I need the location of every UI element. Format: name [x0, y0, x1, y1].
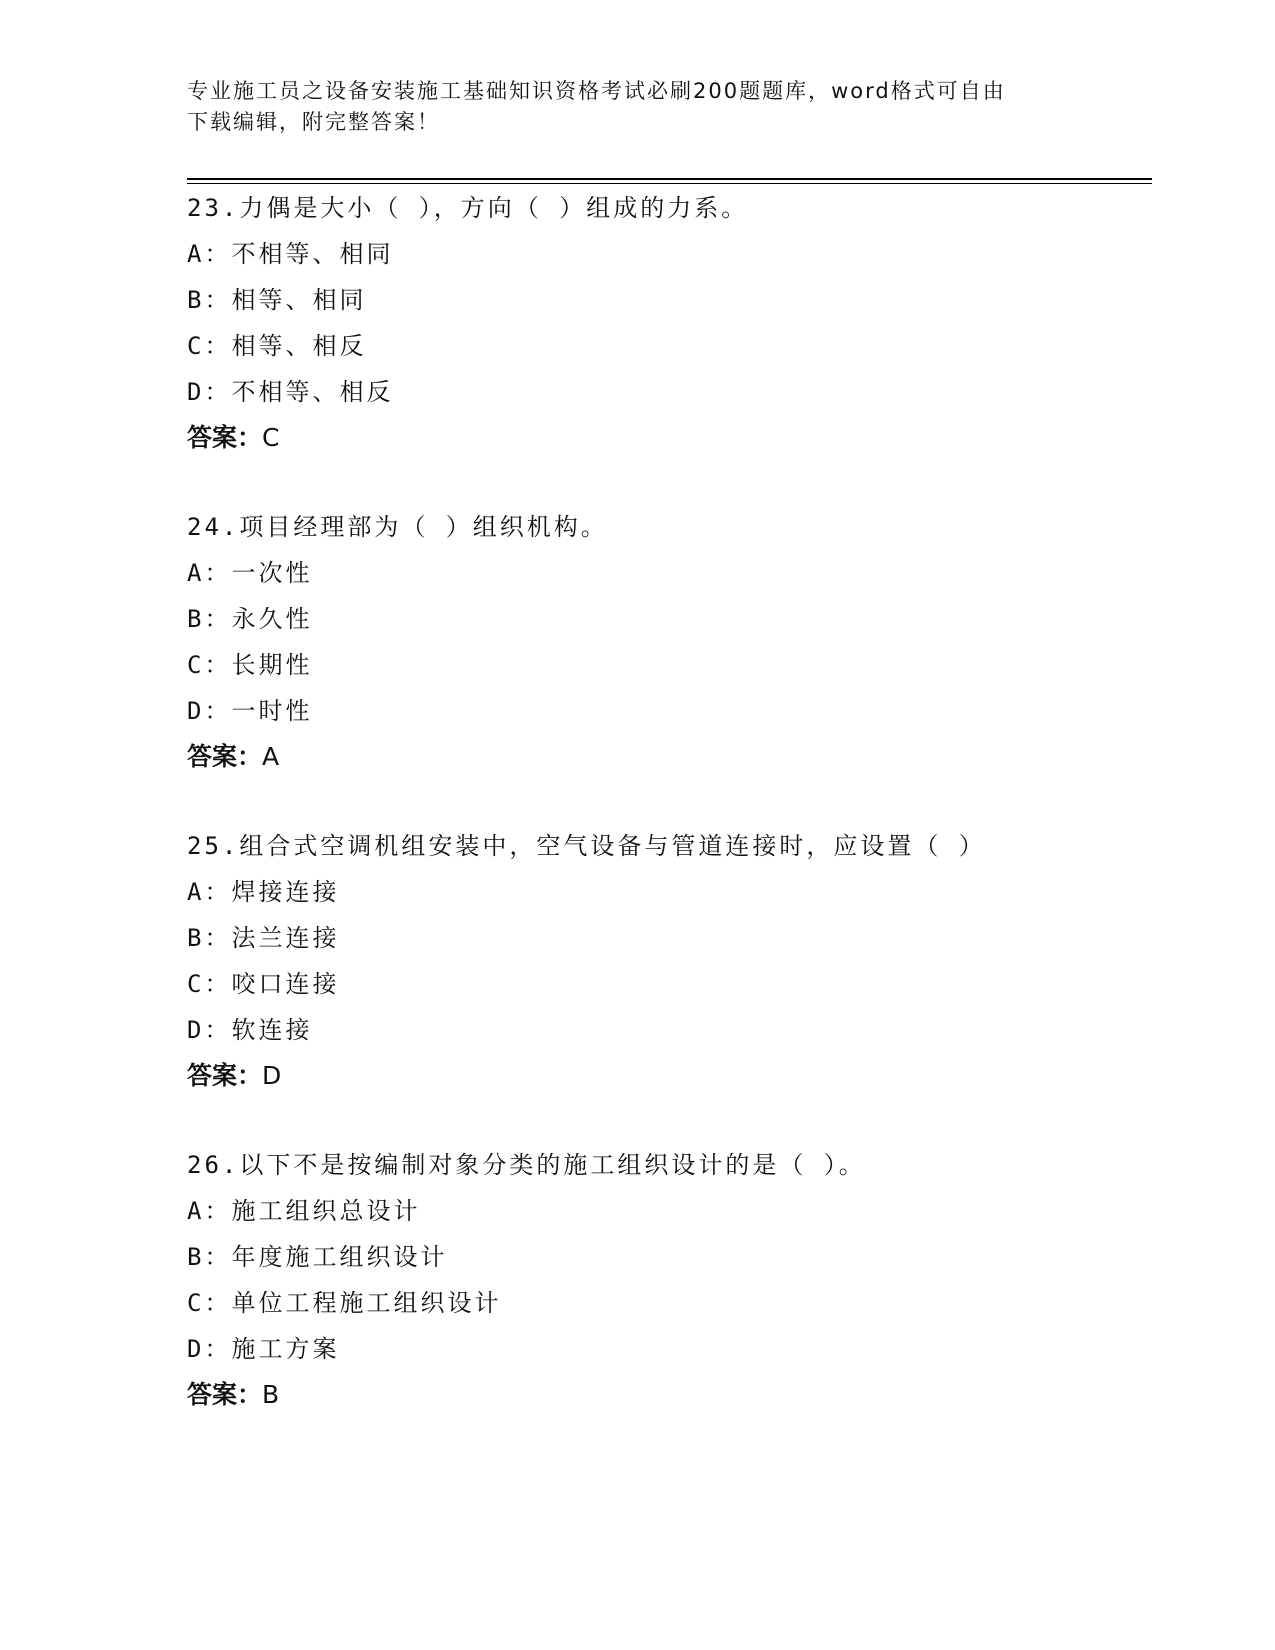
- document-header: [187, 76, 1067, 138]
- answer-label: 答案：: [187, 1061, 263, 1090]
- header-divider-thick: [187, 178, 1152, 180]
- option-d: D：施工方案: [187, 1335, 340, 1363]
- answer-label: 答案：: [187, 423, 263, 452]
- question-stem: 24.项目经理部为（ ）组织机构。: [187, 513, 608, 541]
- answer-line: [187, 1372, 1152, 1418]
- question-stem: 26.以下不是按编制对象分类的施工组织设计的是（ ）。: [187, 1151, 866, 1179]
- option-b: B：年度施工组织设计: [187, 1243, 448, 1271]
- answer-label: 答案：: [187, 1380, 263, 1409]
- header-line-2: 下载编辑，附完整答案！: [187, 110, 440, 134]
- option-b: B：法兰连接: [187, 924, 340, 952]
- question-24: [187, 504, 1152, 780]
- option-c: C：长期性: [187, 651, 313, 679]
- answer-label: 答案：: [187, 742, 263, 771]
- header-line-1: 专业施工员之设备安装施工基础知识资格考试必刷200题题库，word格式可自由: [187, 79, 1006, 103]
- option-c: C：相等、相反: [187, 332, 367, 360]
- answer-value: A: [262, 742, 280, 771]
- option-b: B：永久性: [187, 605, 313, 633]
- option-d: D：软连接: [187, 1016, 313, 1044]
- question-stem: 23.力偶是大小（ ），方向（ ）组成的力系。: [187, 194, 749, 222]
- option-a: A：一次性: [187, 559, 313, 587]
- option-c: C：咬口连接: [187, 970, 340, 998]
- question-26: [187, 1142, 1152, 1418]
- answer-line: [187, 1053, 1152, 1099]
- question-25: [187, 823, 1152, 1099]
- answer-value: C: [262, 423, 280, 452]
- answer-line: [187, 415, 1152, 461]
- option-a: A：焊接连接: [187, 878, 340, 906]
- header-divider-thin: [187, 183, 1152, 184]
- answer-line: [187, 734, 1152, 780]
- answer-value: B: [262, 1380, 280, 1409]
- option-d: D：不相等、相反: [187, 378, 394, 406]
- option-d: D：一时性: [187, 697, 313, 725]
- answer-value: D: [262, 1061, 282, 1090]
- option-a: A：不相等、相同: [187, 240, 394, 268]
- option-a: A：施工组织总设计: [187, 1197, 421, 1225]
- option-c: C：单位工程施工组织设计: [187, 1289, 502, 1317]
- question-stem: 25.组合式空调机组安装中，空气设备与管道连接时，应设置（ ）: [187, 832, 986, 860]
- question-23: [187, 185, 1152, 461]
- option-b: B：相等、相同: [187, 286, 367, 314]
